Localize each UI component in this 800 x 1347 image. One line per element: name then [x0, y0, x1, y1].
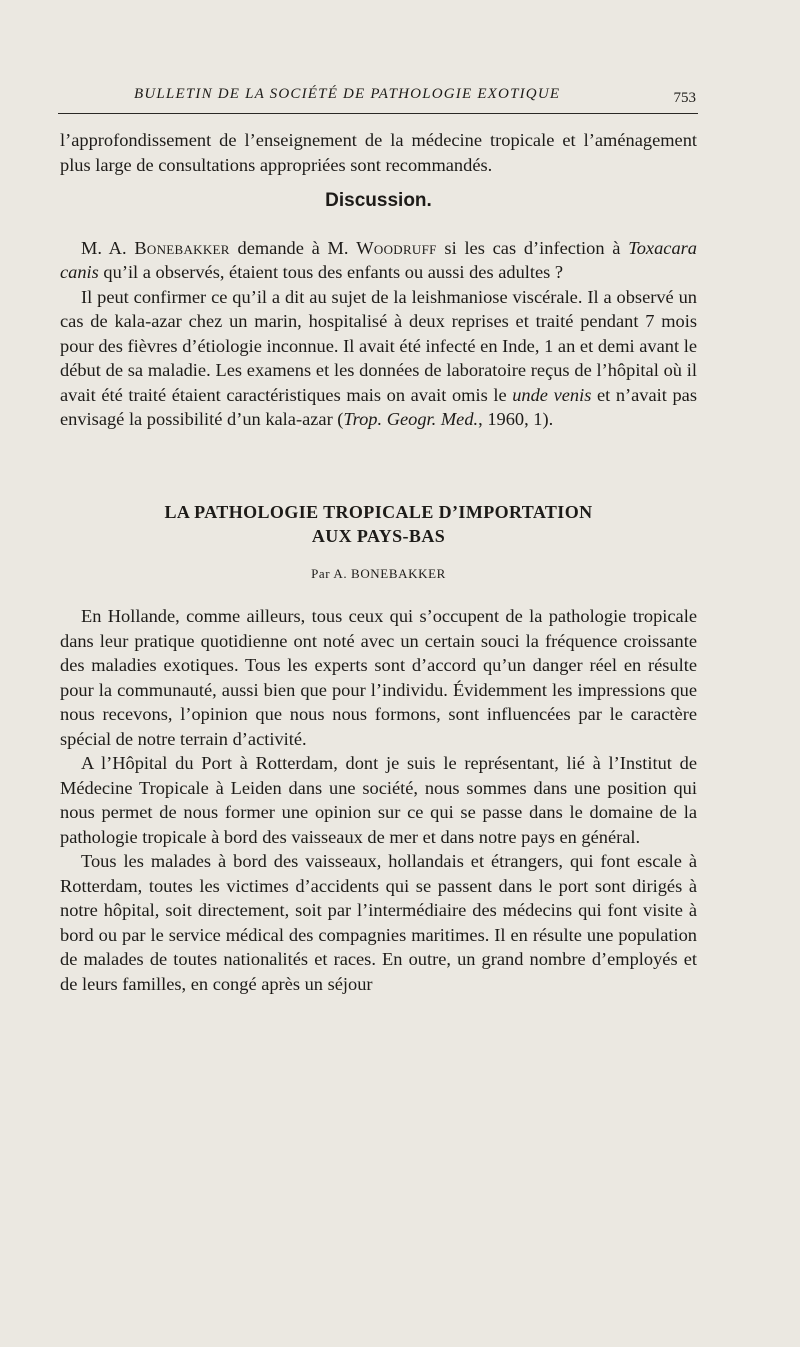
article-paragraph-3: Tous les malades à bord des vaisseaux, hollandais et étrangers, qui font escale à Rotterdam, toutes les victimes d’accidents qui se passent dans le port sont dirigés à notre hôpital, soit directement, soit par l’intermédiaire des médecins qui font visite à bord ou par le service médical des compagnies maritimes. Il en résulte une population de malades de toutes nationalités et races. En outre, un grand nombre d’employés et de leurs familles, en congé après un séjour — [60, 851, 697, 994]
article-title — [60, 500, 697, 548]
answer-text-3: , 1960, 1). — [478, 409, 554, 429]
article-title-line-2: AUX PAYS-BAS — [311, 525, 446, 546]
species-name: Toxacara canis — [60, 237, 697, 282]
author-name-woodruff: Woodruff — [356, 237, 437, 258]
question-text-2: si les cas d’infection à — [436, 237, 629, 258]
question-text-3: qu’il a observés, étaient tous des enfants ou aussi des adultes ? — [98, 262, 564, 282]
discussion-question — [60, 236, 697, 285]
question-prefix: M. A. — [81, 237, 135, 258]
answer-text-1: Il peut confirmer ce qu’il a dit au sujet de la leishmaniose viscérale. Il a observé un cas de kala-azar chez un marin, hospitalisé à deux reprises et traité pendant 7 mois pour des fièvres d’étiologie inconnue. Il avait été infecté en Inde, 1 an et demi avant le début de sa maladie. Les examens et les données de laboratoire reçus de l’hôpital où il avait été traité étaient caractéristiques mais on avait omis le — [60, 286, 697, 405]
article-title-line-1: LA PATHOLOGIE TROPICALE D’IMPORTATION — [164, 501, 593, 522]
intro-paragraph: l’approfondissement de l’enseignement de la médecine tropicale et l’aménagement plus large de consultations appropriées sont recommandés. — [60, 130, 697, 175]
article-byline: Par A. BONEBAKKER — [311, 565, 446, 581]
running-title: BULLETIN DE LA SOCIÉTÉ DE PATHOLOGIE EXOTIQUE — [134, 86, 561, 102]
page-body — [60, 128, 697, 996]
article-paragraph-1: En Hollande, comme ailleurs, tous ceux qui s’occupent de la pathologie tropicale dans leur pratique quotidienne ont noté avec un certain souci la fréquence croissante des maladies exotiques. Tous les experts sont d’accord qu’un danger réel en résulte pour la communauté, aussi bien que pour l’individu. Évidemment les impressions que nous recevons, l’opinion que nous nous formons, sont influencées par le caractère spécial de notre terrain d’activité. — [60, 606, 697, 749]
answer-italic-unde-venis: unde venis — [512, 384, 592, 405]
citation-journal: Trop. Geogr. Med. — [343, 409, 479, 429]
author-name-bonebakker: Bonebakker — [134, 237, 230, 258]
header-rule — [58, 113, 698, 114]
article-paragraph-2: A l’Hôpital du Port à Rotterdam, dont je suis le représentant, lié à l’Institut de Médecine Tropicale à Leiden dans une société, nous sommes dans une position qui nous permet de nous former une opinion sur ce qui se passe dans le domaine de la pathologie tropicale à bord des vaisseaux de mer et dans notre pays en général. — [60, 753, 697, 847]
answer-text-2: et n’avait pas envisagé la possibilité d’un kala-azar ( — [60, 384, 697, 429]
page-number: 753 — [673, 90, 696, 106]
page-header — [58, 86, 698, 116]
question-text-1: demande à M. — [229, 237, 357, 258]
discussion-answer — [60, 285, 697, 432]
discussion-heading: Discussion. — [325, 190, 432, 211]
